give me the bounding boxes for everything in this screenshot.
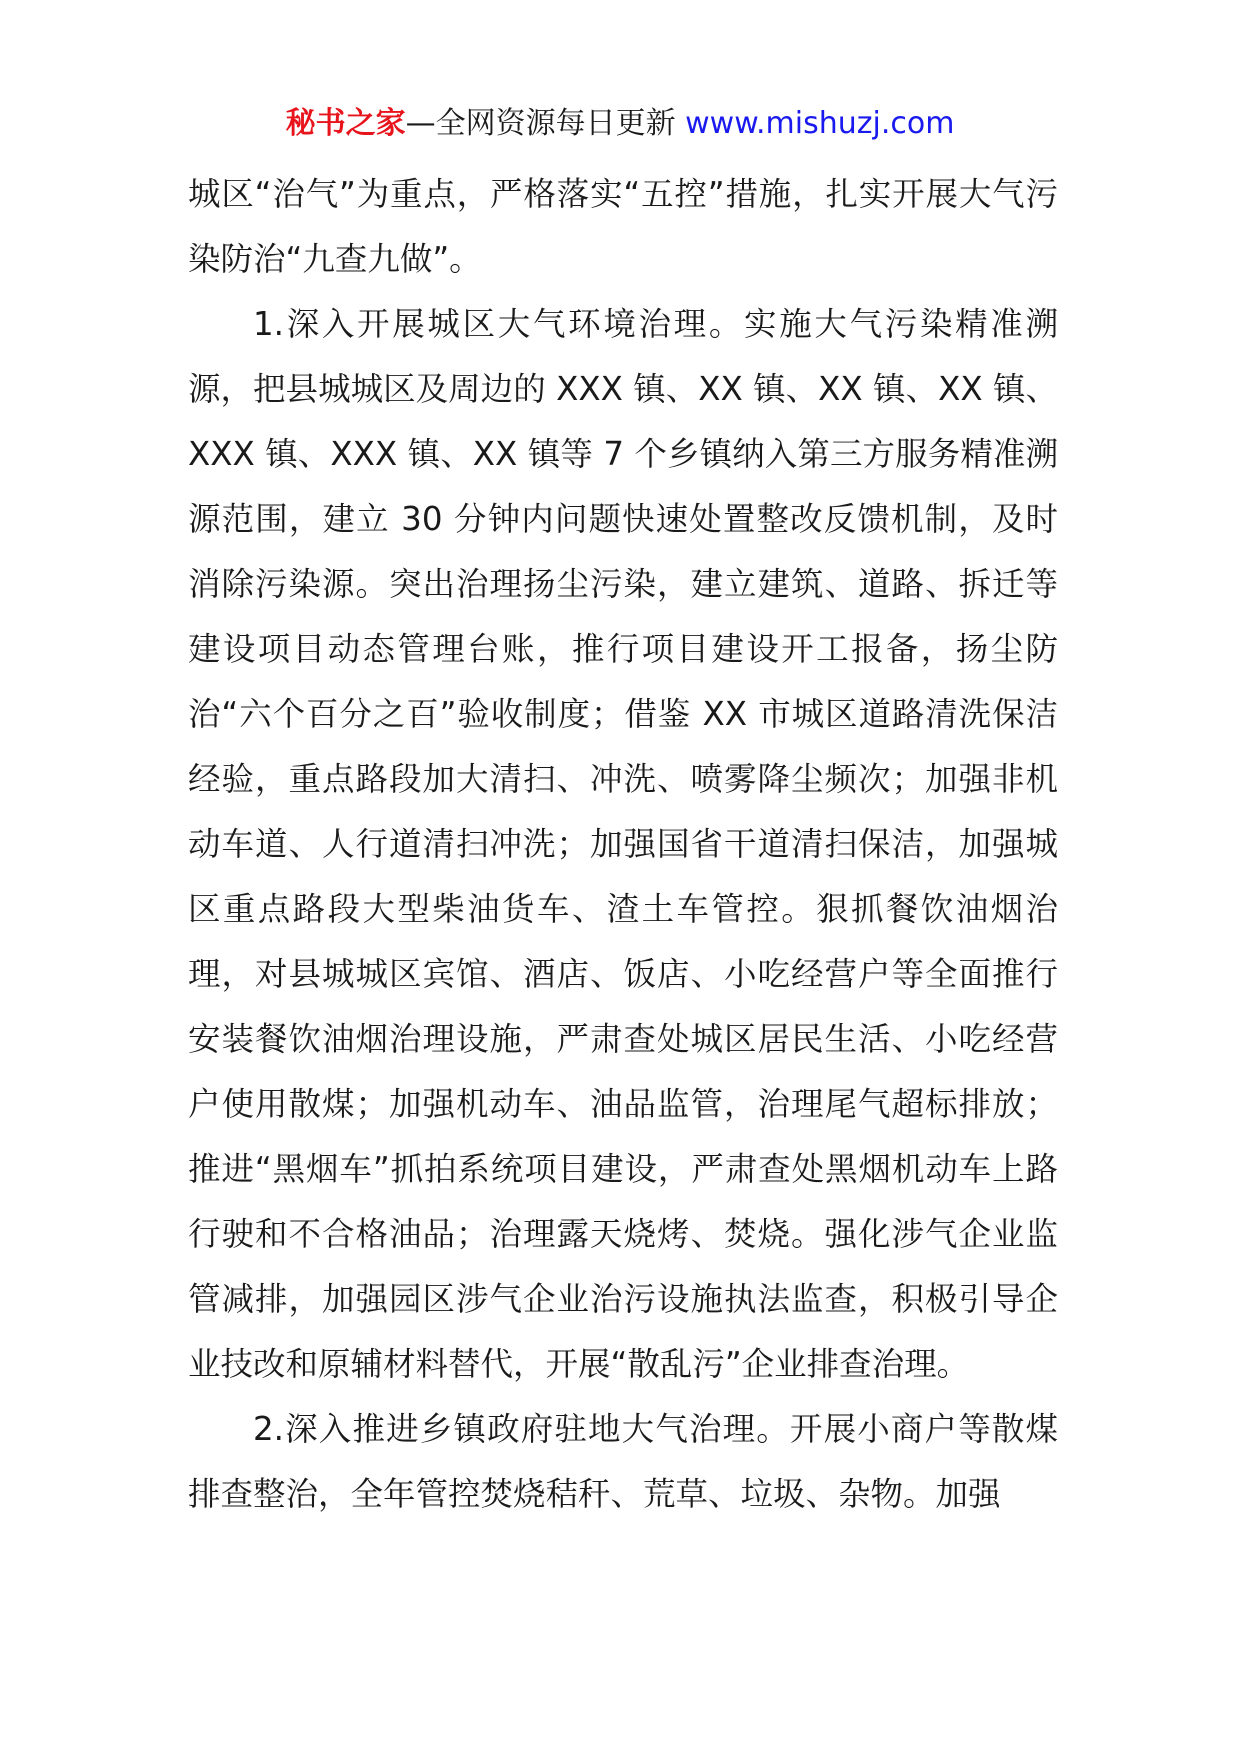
- paragraph-item-1: 1.深入开展城区大气环境治理。实施大气污染精准溯源，把县城城区及周边的 XXX 镇、XX 镇、XX 镇、XX 镇、XXX 镇、XXX 镇、XX 镇等 7 个乡镇纳入第三方服务精准溯源范围，建立 30 分钟内问题快速处置整改反馈机制，及时消除污染源。突出治理扬尘污染，建立建筑、道路、拆迁等建设项目动态管理台账，推行项目建设开工报备，扬尘防治“六个百分之百”验收制度；借鉴 XX 市城区道路清洗保洁经验，重点路段加大清扫、冲洗、喷雾降尘频次；加强非机动车道、人行道清扫冲洗；加强国省干道清扫保洁，加强城区重点路段大型柴油货车、渣土车管控。狠抓餐饮油烟治理，对县城城区宾馆、酒店、饭店、小吃经营户等全面推行安装餐饮油烟治理设施，严肃查处城区居民生活、小吃经营户使用散煤；加强机动车、油品监管，治理尾气超标排放；推进“黑烟车”抓拍系统项目建设，严肃查处黑烟机动车上路行驶和不合格油品；治理露天烧烤、焚烧。强化涉气企业监管减排，加强园区涉气企业治污设施执法监查，积极引导企业技改和原辅材料替代，开展“散乱污”企业排查治理。: [188, 305, 1058, 1383]
- site-brand: 秘书之家: [285, 106, 406, 141]
- paragraph-item-2: 2.深入推进乡镇政府驻地大气治理。开展小商户等散煤排查整治，全年管控焚烧秸秆、荒草、垃圾、杂物。加强: [188, 1410, 1058, 1513]
- site-tagline: —全网资源每日更新: [405, 106, 676, 141]
- page-header: [0, 102, 1240, 146]
- paragraph-continuation: 城区“治气”为重点，严格落实“五控”措施，扎实开展大气污染防治“九查九做”。: [188, 175, 1058, 278]
- document-body: [188, 162, 1058, 1527]
- site-url[interactable]: www.mishuzj.com: [685, 106, 955, 141]
